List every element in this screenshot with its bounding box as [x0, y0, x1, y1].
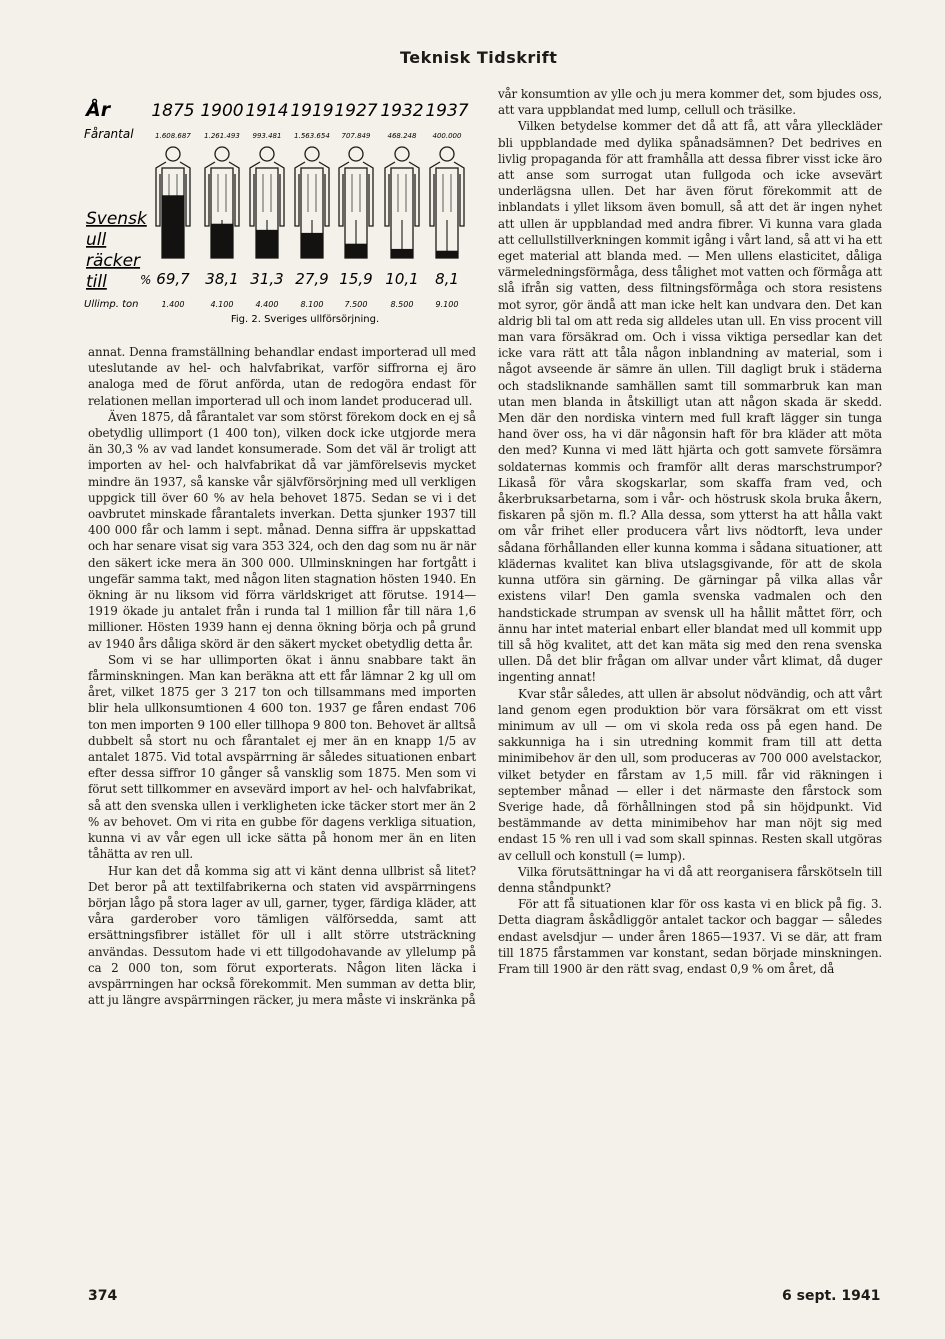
coverage-fill: [345, 244, 367, 258]
percent-symbol: %: [140, 273, 152, 287]
percent-label: 31,3: [250, 270, 284, 288]
figure-caption: Fig. 2. Sveriges ullförsörjning.: [230, 314, 380, 325]
paragraph: Även 1875, då fårantalet var som störst förekom dock en ej så obetydlig ullimport (1 400 ton), vilken dock icke utgjorde mera än 30,3 % av vad landet konsumerade. Som det väl är troligt att importen av hel- och halvfabrikat då var jämförelsevis mycket mindre än 1937, så kanske vår självförsörjning med ull verkligen uppgick till över 60 % av hela behovet 1875. Sedan se vi i det oavbrutet minskade fårantalets inverkan. Detta sjunker 1937 till 400 000 får och lamm i sept. månad. Denna siffra är uppskattad och har senare visat sig vara 353 324, och den dag som nu är när den säkert icke mera än 300 000. Ullminskningen har fortgått i ungefär samma takt, med någon liten stagnation hösten 1940. En ökning är nu liksom vid förra världskriget att förutse. 1914—1919 ökade ju antalet från i runda tal 1 million får till nära 1,6 millioner. Hösten 1939 hann ej denna ökning börja och på grund av 1940 års dåliga skörd är den säkert mycket obetydlig detta år.: [88, 409, 476, 651]
page-number: 374: [88, 1288, 118, 1304]
figure-head: [215, 147, 229, 161]
side-label: Svensk: [86, 209, 147, 229]
issue-date: 6 sept. 1941: [782, 1288, 881, 1304]
import-tons: 7.500: [344, 300, 368, 309]
import-tons: 4.400: [255, 300, 279, 309]
paragraph: Som vi se har ullimporten ökat i ännu snabbare takt än fårminskningen. Man kan beräkna att ett får lämnar 2 kg ull om året, vilket 1875 ger 3 217 ton och tillsammans med importen blir hela ullkonsumtionen 4 600 ton. 1937 ge fåren endast 706 ton men importen 9 100 eller tillhopa 9 800 ton. Behovet är alltså dubbelt så stort nu och fårantalet ej mer än en knapp 1/5 av antalet 1875. Vid total avspärrning är således situationen enbart efter dessa siffror 10 gånger så vansklig som 1875. Men som vi förut sett tillkommer en avsevärd import av hel- och halvfabrikat, så att den svenska ullen i verkligheten icke täcker stort mer än 2 % av behovet. Om vi rita en gubbe för dagens verkliga situation, kunna vi av vår egen ull icke sätta på honom mer än en liten tåhätta av ren ull.: [88, 652, 476, 862]
percent-label: 27,9: [295, 270, 329, 288]
figure-2: [84, 88, 484, 326]
paragraph: Kvar står således, att ullen är absolut nödvändig, och att vårt land genom egen produktion bör vara försäkrat om ett visst minimum av ull — om vi skola reda oss på egen hand. De sakkunniga ha i sin utredning kommit fram till att detta minimibehov är den ull, som produceras av 700 000 avelstackor, vilket betyder en fårstam av 1,5 mill. får vid räkningen i september månad — eller i det närmaste den fårstock som Sverige hade, då förhållningen stod på sin höjdpunkt. Vid bestämmande av detta minimibehov har man nöjt sig med endast 15 % ren ull i vad som skall spinnas. Resten skall utgöras av cellull och konstull (= lump).: [498, 686, 882, 863]
paragraph: Vilken betydelse kommer det då att få, att våra ylleckläder bli uppblandade med dylika spånadsämnen? Det bedrives en livlig propaganda för att framhålla att dessa fibrer visst icke äro att anse som surrogat utan fullgoda och icke avsevärt underlägsna ullen. Det har även förut förekommit att de inblandats i yllet liksom även bomull, så att det är ingen nyhet att ullen är uppblandad med andra fibrer. Vi kunna vara glada att cellullstillverkningen kommit igång i vårt land, så att vi ha ett eget material att blanda med. — Men ullens elasticitet, dåliga värmeledningsförmåga, dess tålighet mot vatten och förmåga att slå ifrån sig vatten, dess filtningsförmåga och stora resistens mot syror, gör ändå att man icke helt kan undvara den. Det kan aldrig bli tal om att reda sig alldeles utan ull. En viss procent vill man vara försäkrad om. Och i vissa viktiga persedlar kan det icke vara rätt att tåla någon inblandning av material, som i något avseende är sämre än ullen. Till dagligt bruk i städerna och stadsliknande samhällen samt till sommarbruk kan man utan men blanda in åtskilligt utan att någon skada är skedd. Men där den nordiska vintern med full kraft lägger sin tunga hand över oss, ha vi där någonsin haft för bra kläder att möta den med? Kunna vi med lätt hjärta och gott samvete försämra soldaternas kommis och framför allt deras marschstrumpor? Likaså för våra skogskarlar, som skaffa fram ved, och åkerbruksarbetarna, som i vår- och höstrusk skola bruka åkern, fiskaren på sjön m. fl.? Alla dessa, som ytterst ha att hålla vakt om vår frihet eller producera vårt livs nödtorft, leva under sådana förhållanden eller kunna komma i sådana situationer, att klädernas kvalitet kan bliva utslagsgivande, för att de skola kunna utföra sin gärning. De gärningar på vilka allas vår existens vilar! Den gamla svenska vadmalen och den handstickade strumpan av svensk ull ha hållit måttet förr, och ännu har intet material enbart eller blandat med ull kommit upp till så hög kvalitet, att det kan mäta sig med den rena svenska ullen. Då det blir frågan om allvar under vårt klimat, då duger ingenting annat!: [498, 119, 882, 685]
sheep-count: 400.000: [432, 132, 462, 140]
figure-head: [305, 147, 319, 161]
percent-label: 10,1: [385, 270, 419, 288]
coverage-fill: [162, 195, 184, 258]
journal-header: Teknisk Tidskrift: [400, 48, 558, 67]
sheep-count: 1.608.687: [155, 132, 191, 140]
paragraph: Vilka förutsättningar ha vi då att reorganisera fårskötseln till denna ståndpunkt?: [498, 864, 882, 895]
figure-arms: [250, 162, 284, 226]
paragraph: För att få situationen klar för oss kasta vi en blick på fig. 3. Detta diagram åskådliggör antalet tackor och baggar — således endast avelsdjur — under åren 1865—1937. Vi se där, att fram till 1875 fårstammen var konstant, sedan började minskningen. Fram till 1900 är den rätt svag, endast 0,9 % om året, då: [498, 897, 882, 976]
year-label: 1927: [334, 101, 378, 121]
left-column: [88, 344, 476, 1008]
coverage-fill: [301, 233, 323, 258]
right-column: [498, 86, 882, 977]
sheep-count: 1.563.654: [294, 132, 330, 140]
percent-label: 8,1: [435, 270, 459, 288]
coverage-fill: [256, 230, 278, 258]
import-tons: 1.400: [161, 300, 185, 309]
paragraph: vår konsumtion av ylle och ju mera kommer det, som bjudes oss, att vara uppblandat med lump, cellull och träsilke.: [498, 87, 882, 118]
sheep-count: 993.481: [252, 132, 282, 140]
figure-arms: [385, 162, 419, 226]
percent-label: 38,1: [205, 270, 239, 288]
side-label: ull: [86, 230, 107, 250]
figure-head: [166, 147, 180, 161]
row-label-year: År: [86, 99, 111, 121]
figure-head: [349, 147, 363, 161]
year-label: 1937: [425, 101, 469, 121]
year-label: 1919: [290, 101, 334, 121]
sheep-count: 468.248: [387, 132, 417, 140]
percent-label: 15,9: [339, 270, 373, 288]
paragraph: annat. Denna framställning behandlar endast importerad ull med uteslutande av hel- och halvfabrikat, varför siffrorna ej äro analoga med de förut anförda, utan de redogöra endast för relationen mellan importerad ull och inom landet producerad ull.: [88, 345, 476, 408]
import-tons: 9.100: [435, 300, 459, 309]
coverage-fill: [436, 251, 458, 258]
figure-arms: [295, 162, 329, 226]
import-tons: 8.500: [390, 300, 414, 309]
row-label-sheep: Fårantal: [84, 127, 134, 141]
paragraph: Hur kan det då komma sig att vi känt denna ullbrist så litet? Det beror på att textilfabrikerna och staten vid avspärrningens början lågo på stora lager av ull, garner, tyger, färdiga kläder, att våra garderober voro tämligen välförsedda, samt att ersättningsfibrer istället för ull i allt större utsträckning användas. Dessutom hade vi ett tillgodohavande av yllelump på ca 2 000 ton, som förut exporterats. Någon liten läcka i avspärrningen har också förekommit. Men summan av detta blir, att ju längre avspärrningen räcker, ju mera måste vi inskränka på: [88, 863, 476, 1008]
year-label: 1932: [380, 101, 424, 121]
percent-label: 69,7: [156, 270, 190, 288]
sheep-count: 1.261.493: [204, 132, 240, 140]
year-label: 1875: [151, 101, 195, 121]
import-tons: 8.100: [300, 300, 324, 309]
import-tons: 4.100: [210, 300, 234, 309]
figure-arms: [430, 162, 464, 226]
row-label-import: Ullimp. ton: [84, 299, 139, 310]
figure-arms: [339, 162, 373, 226]
sheep-count: 707.849: [341, 132, 371, 140]
figure-head: [440, 147, 454, 161]
side-label: räcker: [86, 251, 141, 271]
wool-supply-chart: [84, 88, 484, 326]
figure-arms: [205, 162, 239, 226]
year-label: 1900: [200, 101, 244, 121]
coverage-fill: [391, 249, 413, 258]
figure-head: [260, 147, 274, 161]
year-label: 1914: [245, 101, 289, 121]
side-label: till: [86, 272, 107, 292]
coverage-fill: [211, 224, 233, 258]
figure-head: [395, 147, 409, 161]
